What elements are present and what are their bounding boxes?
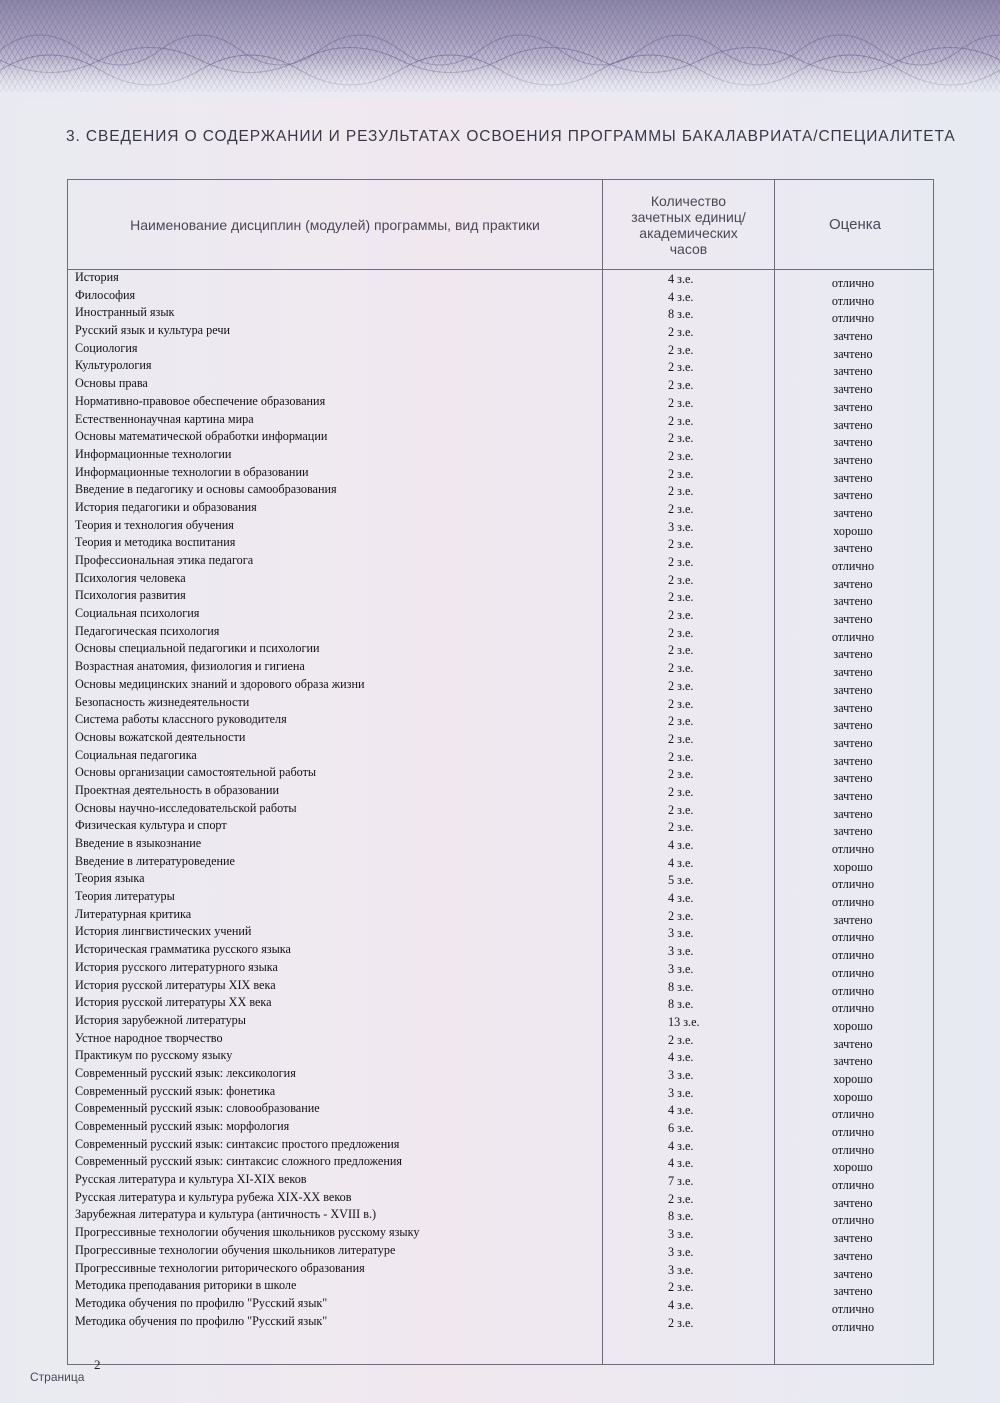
table-row — [68, 500, 935, 518]
grade-value: хорошо — [833, 859, 873, 874]
table-row — [68, 270, 935, 288]
discipline-name: Методика преподавания риторики в школе — [75, 1278, 297, 1293]
credit-units: 3 з.е. — [668, 1085, 694, 1100]
table-row — [68, 518, 935, 536]
table-row — [68, 535, 935, 556]
discipline-name: Нормативно-правовое обеспечение образования — [75, 393, 326, 408]
credit-units: 2 з.е. — [668, 625, 694, 640]
discipline-name: Современный русский язык: синтаксис сложного предложения — [75, 1154, 402, 1169]
credit-units: 2 з.е. — [668, 784, 694, 799]
credit-units: 2 з.е. — [668, 908, 694, 923]
discipline-name: Безопасность жизнедеятельности — [75, 694, 250, 709]
table-row — [68, 1119, 935, 1137]
table-row — [68, 871, 935, 892]
discipline-name: Русская литература и культура XI-XIX веков — [75, 1172, 307, 1187]
discipline-name: Современный русский язык: словообразование — [75, 1101, 320, 1116]
table-row — [68, 712, 935, 733]
credit-units: 2 з.е. — [668, 1191, 694, 1206]
table-row — [68, 748, 935, 766]
discipline-name: Физическая культура и спорт — [75, 818, 227, 833]
table-row — [68, 854, 935, 872]
grade-value: зачтено — [833, 700, 873, 715]
table-row — [68, 730, 935, 748]
grade-value: зачтено — [833, 346, 873, 361]
credit-units: 4 з.е. — [668, 855, 694, 870]
grade-value: отлично — [831, 1142, 875, 1157]
discipline-name: Прогрессивные технологии риторического образования — [75, 1260, 365, 1275]
table-row — [68, 978, 935, 996]
grade-value: хорошо — [833, 1089, 873, 1104]
table-row — [68, 1101, 935, 1122]
table-row — [68, 588, 935, 609]
grade-value: отлично — [831, 311, 875, 326]
table-row — [68, 1225, 935, 1246]
grade-value: отлично — [831, 1301, 875, 1316]
table-row — [68, 624, 935, 642]
discipline-name: Прогрессивные технологии обучения школьников литературе — [75, 1242, 396, 1257]
table-row — [68, 1314, 935, 1332]
discipline-name: Проектная деятельность в образовании — [75, 782, 280, 797]
credit-units: 2 з.е. — [668, 643, 694, 658]
grade-value: зачтено — [833, 594, 873, 609]
table-row — [68, 641, 935, 662]
header-grade: Оценка — [829, 215, 881, 233]
grade-value: зачтено — [833, 665, 873, 680]
table-row — [68, 341, 935, 359]
grade-value: отлично — [831, 293, 875, 308]
discipline-name: Иностранный язык — [75, 305, 175, 320]
credit-units: 6 з.е. — [668, 1121, 694, 1135]
credit-units: 2 з.е. — [668, 501, 694, 516]
discipline-name: Основы права — [75, 376, 148, 391]
table-row — [68, 447, 935, 465]
credit-units: 2 з.е. — [668, 572, 694, 587]
credit-units: 2 з.е. — [668, 1315, 694, 1330]
credit-units: 8 з.е. — [668, 307, 694, 322]
grade-value: отлично — [831, 559, 875, 573]
credit-units: 3 з.е. — [668, 1262, 694, 1277]
discipline-name: Психология развития — [75, 588, 186, 603]
discipline-name: Современный русский язык: морфология — [75, 1119, 290, 1133]
grade-value: зачтено — [833, 452, 873, 467]
discipline-name: Возрастная анатомия, физиология и гигиена — [75, 659, 305, 674]
credit-units: 2 з.е. — [668, 661, 694, 676]
table-row — [68, 412, 935, 430]
table-row — [68, 818, 935, 839]
table-row — [68, 288, 935, 306]
credit-units: 2 з.е. — [668, 537, 694, 552]
discipline-name: Система работы классного руководителя — [75, 712, 287, 727]
grade-value: зачтено — [833, 1248, 873, 1263]
grade-value: зачтено — [833, 1231, 873, 1246]
discipline-name: Прогрессивные технологии обучения школьников русскому языку — [75, 1225, 420, 1240]
credit-units: 2 з.е. — [668, 466, 694, 481]
credit-units: 5 з.е. — [668, 873, 694, 888]
discipline-name: Русская литература и культура рубежа XIX-XX веков — [75, 1189, 352, 1204]
grade-value: зачтено — [833, 382, 873, 397]
grade-value: зачтено — [833, 824, 873, 839]
grade-value: зачтено — [833, 1195, 873, 1210]
grades-table — [67, 179, 934, 1365]
discipline-name: Современный русский язык: лексикология — [75, 1065, 296, 1080]
table-row — [68, 924, 935, 945]
credit-units: 3 з.е. — [668, 1067, 694, 1082]
grade-value: зачтено — [833, 364, 873, 379]
grade-value: отлично — [831, 276, 875, 290]
credit-units: 3 з.е. — [668, 961, 694, 976]
grade-value: зачтено — [833, 735, 873, 750]
grade-value: зачтено — [833, 541, 873, 556]
credit-units: 2 з.е. — [668, 714, 694, 729]
grade-value: зачтено — [833, 505, 873, 520]
credit-units: 7 з.е. — [668, 1174, 694, 1189]
table-row — [68, 305, 935, 326]
credit-units: 2 з.е. — [668, 608, 694, 623]
table-row — [68, 1066, 935, 1084]
discipline-name: История педагогики и образования — [75, 499, 257, 514]
discipline-name: История русской литературы XIX века — [75, 977, 276, 992]
table-row — [68, 765, 935, 786]
discipline-name: Основы организации самостоятельной работы — [75, 765, 317, 780]
table-body — [68, 270, 935, 1334]
grade-value: отлично — [831, 965, 875, 980]
credit-units: 13 з.е. — [668, 1014, 700, 1029]
page-label: Страница — [30, 1370, 85, 1384]
table-row — [68, 394, 935, 412]
discipline-name: Теория литературы — [75, 889, 175, 904]
discipline-name: Естественнонаучная картина мира — [75, 411, 254, 426]
discipline-name: Педагогическая психология — [75, 623, 220, 638]
table-row — [68, 1137, 935, 1155]
credit-units: 2 з.е. — [668, 802, 694, 817]
discipline-name: Русский язык и культура речи — [75, 323, 230, 338]
discipline-name: Основы математической обработки информации — [75, 429, 328, 444]
discipline-name: Введение в педагогику и основы самообразования — [75, 482, 337, 497]
grade-value: отлично — [831, 1213, 875, 1228]
discipline-name: Теория языка — [75, 871, 145, 886]
section-title: 3. СВЕДЕНИЯ О СОДЕРЖАНИИ И РЕЗУЛЬТАТАХ ОСВОЕНИЯ ПРОГРАММЫ БАКАЛАВРИАТА/СПЕЦИАЛИТЕТА — [66, 128, 956, 145]
table-row — [68, 1296, 935, 1314]
credit-units: 2 з.е. — [668, 767, 694, 782]
credit-units: 4 з.е. — [668, 1297, 694, 1312]
grade-value: зачтено — [833, 771, 873, 786]
table-row — [68, 783, 935, 801]
discipline-name: Устное народное творчество — [75, 1030, 223, 1045]
grade-value: отлично — [831, 1178, 875, 1193]
table-row — [68, 1278, 935, 1299]
table-row — [68, 659, 935, 680]
header-discipline-name: Наименование дисциплин (модулей) программы, вид практики — [130, 216, 540, 233]
discipline-name: История русской литературы XX века — [75, 995, 272, 1010]
grade-value: отлично — [831, 877, 875, 892]
grade-value: зачтено — [833, 647, 873, 662]
credit-units: 4 з.е. — [668, 1156, 694, 1171]
discipline-name: Основы медицинских знаний и здорового образа жизни — [75, 676, 365, 691]
credit-units: 8 з.е. — [668, 1209, 694, 1224]
grade-value: зачтено — [833, 329, 873, 344]
grade-value: зачтено — [833, 682, 873, 697]
credit-units: 3 з.е. — [668, 926, 694, 941]
credit-units: 4 з.е. — [668, 838, 694, 852]
discipline-name: Профессиональная этика педагога — [75, 553, 254, 567]
discipline-name: Основы научно-исследовательской работы — [75, 800, 297, 815]
credit-units: 4 з.е. — [668, 289, 694, 304]
discipline-name: История лингвистических учений — [75, 924, 252, 939]
grade-value: зачтено — [833, 788, 873, 803]
discipline-name: Зарубежная литература и культура (античность - XVIII в.) — [75, 1207, 377, 1222]
grade-value: зачтено — [833, 912, 873, 927]
table-row — [68, 571, 935, 589]
grade-value: хорошо — [833, 1018, 873, 1033]
grade-value: зачтено — [833, 470, 873, 485]
discipline-name: Практикум по русскому языку — [75, 1048, 233, 1063]
table-row — [68, 836, 935, 854]
credit-units: 8 з.е. — [668, 997, 694, 1012]
discipline-name: Философия — [75, 287, 136, 302]
grade-value: зачтено — [833, 399, 873, 414]
table-row — [68, 1031, 935, 1049]
discipline-name: Введение в литературоведение — [75, 853, 235, 868]
table-row — [68, 1190, 935, 1208]
grade-value: хорошо — [833, 1071, 873, 1086]
credit-units: 2 з.е. — [668, 413, 694, 428]
table-row — [68, 1084, 935, 1102]
discipline-name: Современный русский язык: фонетика — [75, 1083, 276, 1098]
discipline-name: Основы специальной педагогики и психологии — [75, 641, 320, 656]
page-number: 2 — [94, 1357, 101, 1372]
grade-value: зачтено — [833, 488, 873, 503]
grade-value: отлично — [831, 1125, 875, 1139]
table-row — [68, 1207, 935, 1228]
discipline-name: Психология человека — [75, 570, 186, 585]
table-row — [68, 1261, 935, 1279]
credit-units: 2 з.е. — [668, 731, 694, 746]
grade-value: хорошо — [833, 523, 873, 538]
credit-units: 3 з.е. — [668, 944, 694, 959]
credit-units: 2 з.е. — [668, 342, 694, 357]
grade-value: отлично — [831, 930, 875, 945]
grade-value: зачтено — [833, 576, 873, 591]
credit-units: 8 з.е. — [668, 979, 694, 994]
grade-value: зачтено — [833, 435, 873, 450]
table-row — [68, 465, 935, 483]
credit-units: 2 з.е. — [668, 749, 694, 764]
grade-value: отлично — [831, 1001, 875, 1016]
credit-units: 2 з.е. — [668, 484, 694, 499]
grade-value: отлично — [831, 1319, 875, 1334]
table-row — [68, 1172, 935, 1193]
discipline-name: Теория и методика воспитания — [75, 535, 236, 550]
discipline-name: Литературная критика — [75, 906, 192, 921]
table-row — [68, 429, 935, 450]
grade-value: отлично — [831, 629, 875, 644]
discipline-name: История — [75, 270, 119, 284]
discipline-name: Социальная психология — [75, 606, 200, 621]
table-row — [68, 1048, 935, 1069]
discipline-name: Социология — [75, 340, 138, 355]
grade-value: зачтено — [833, 417, 873, 432]
discipline-name: Основы вожатской деятельности — [75, 729, 246, 744]
discipline-name: Культурология — [75, 358, 152, 373]
discipline-name: Историческая грамматика русского языка — [75, 942, 291, 957]
discipline-name: Методика обучения по профилю "Русский язык" — [75, 1295, 328, 1310]
grade-value: отлично — [831, 948, 875, 963]
table-row — [68, 358, 935, 379]
grade-value: зачтено — [833, 612, 873, 627]
grade-value: зачтено — [833, 753, 873, 768]
credit-units: 2 з.е. — [668, 431, 694, 446]
grade-value: отлично — [831, 983, 875, 998]
table-row — [68, 801, 935, 819]
discipline-name: Современный русский язык: синтаксис простого предложения — [75, 1136, 400, 1151]
discipline-name: Информационные технологии — [75, 446, 232, 461]
table-row — [68, 482, 935, 503]
grade-value: хорошо — [833, 1160, 873, 1175]
credit-units: 2 з.е. — [668, 696, 694, 711]
discipline-name: История зарубежной литературы — [75, 1012, 246, 1027]
credit-units: 2 з.е. — [668, 1032, 694, 1047]
discipline-name: Социальная педагогика — [75, 747, 197, 762]
credit-units: 3 з.е. — [668, 519, 694, 534]
table-row — [68, 942, 935, 963]
credit-units: 2 з.е. — [668, 590, 694, 605]
credit-units: 4 з.е. — [668, 891, 694, 906]
grade-value: зачтено — [833, 1284, 873, 1299]
table-row — [68, 907, 935, 925]
table-row — [68, 606, 935, 627]
grade-value: зачтено — [833, 718, 873, 733]
credit-units: 3 з.е. — [668, 1244, 694, 1259]
table-row — [68, 1013, 935, 1031]
credit-units: 2 з.е. — [668, 555, 694, 569]
header-credits: Количество зачетных единиц/ академических часов — [631, 192, 746, 257]
credit-units: 2 з.е. — [668, 820, 694, 835]
credit-units: 2 з.е. — [668, 395, 694, 410]
discipline-name: Теория и технология обучения — [75, 517, 234, 532]
table-row — [68, 889, 935, 910]
table-row — [68, 376, 935, 397]
grade-value: отлично — [831, 842, 875, 856]
table-row — [68, 323, 935, 344]
grade-value: зачтено — [833, 1266, 873, 1281]
credit-units: 2 з.е. — [668, 360, 694, 375]
grade-value: зачтено — [833, 1054, 873, 1069]
discipline-name: Методика обучения по профилю "Русский язык" — [75, 1313, 328, 1328]
credit-units: 4 з.е. — [668, 1138, 694, 1153]
credit-units: 2 з.е. — [668, 1280, 694, 1295]
credit-units: 4 з.е. — [668, 1050, 694, 1065]
credit-units: 2 з.е. — [668, 325, 694, 340]
table-row — [68, 695, 935, 713]
credit-units: 2 з.е. — [668, 378, 694, 393]
table-row — [68, 1243, 935, 1261]
credit-units: 4 з.е. — [668, 1103, 694, 1118]
grade-value: зачтено — [833, 1036, 873, 1051]
discipline-name: Информационные технологии в образовании — [75, 464, 309, 479]
table-row — [68, 677, 935, 695]
grade-value: отлично — [831, 895, 875, 910]
credit-units: 4 з.е. — [668, 272, 694, 286]
credit-units: 2 з.е. — [668, 448, 694, 463]
table-row — [68, 995, 935, 1016]
credit-units: 2 з.е. — [668, 678, 694, 693]
discipline-name: Введение в языкознание — [75, 836, 202, 850]
grade-value: отлично — [831, 1107, 875, 1122]
discipline-name: История русского литературного языка — [75, 959, 278, 974]
table-row — [68, 553, 935, 571]
table-row — [68, 1154, 935, 1175]
grade-value: зачтено — [833, 806, 873, 821]
credit-units: 3 з.е. — [668, 1227, 694, 1242]
guilloche-fade — [0, 60, 1000, 100]
table-row — [68, 960, 935, 978]
